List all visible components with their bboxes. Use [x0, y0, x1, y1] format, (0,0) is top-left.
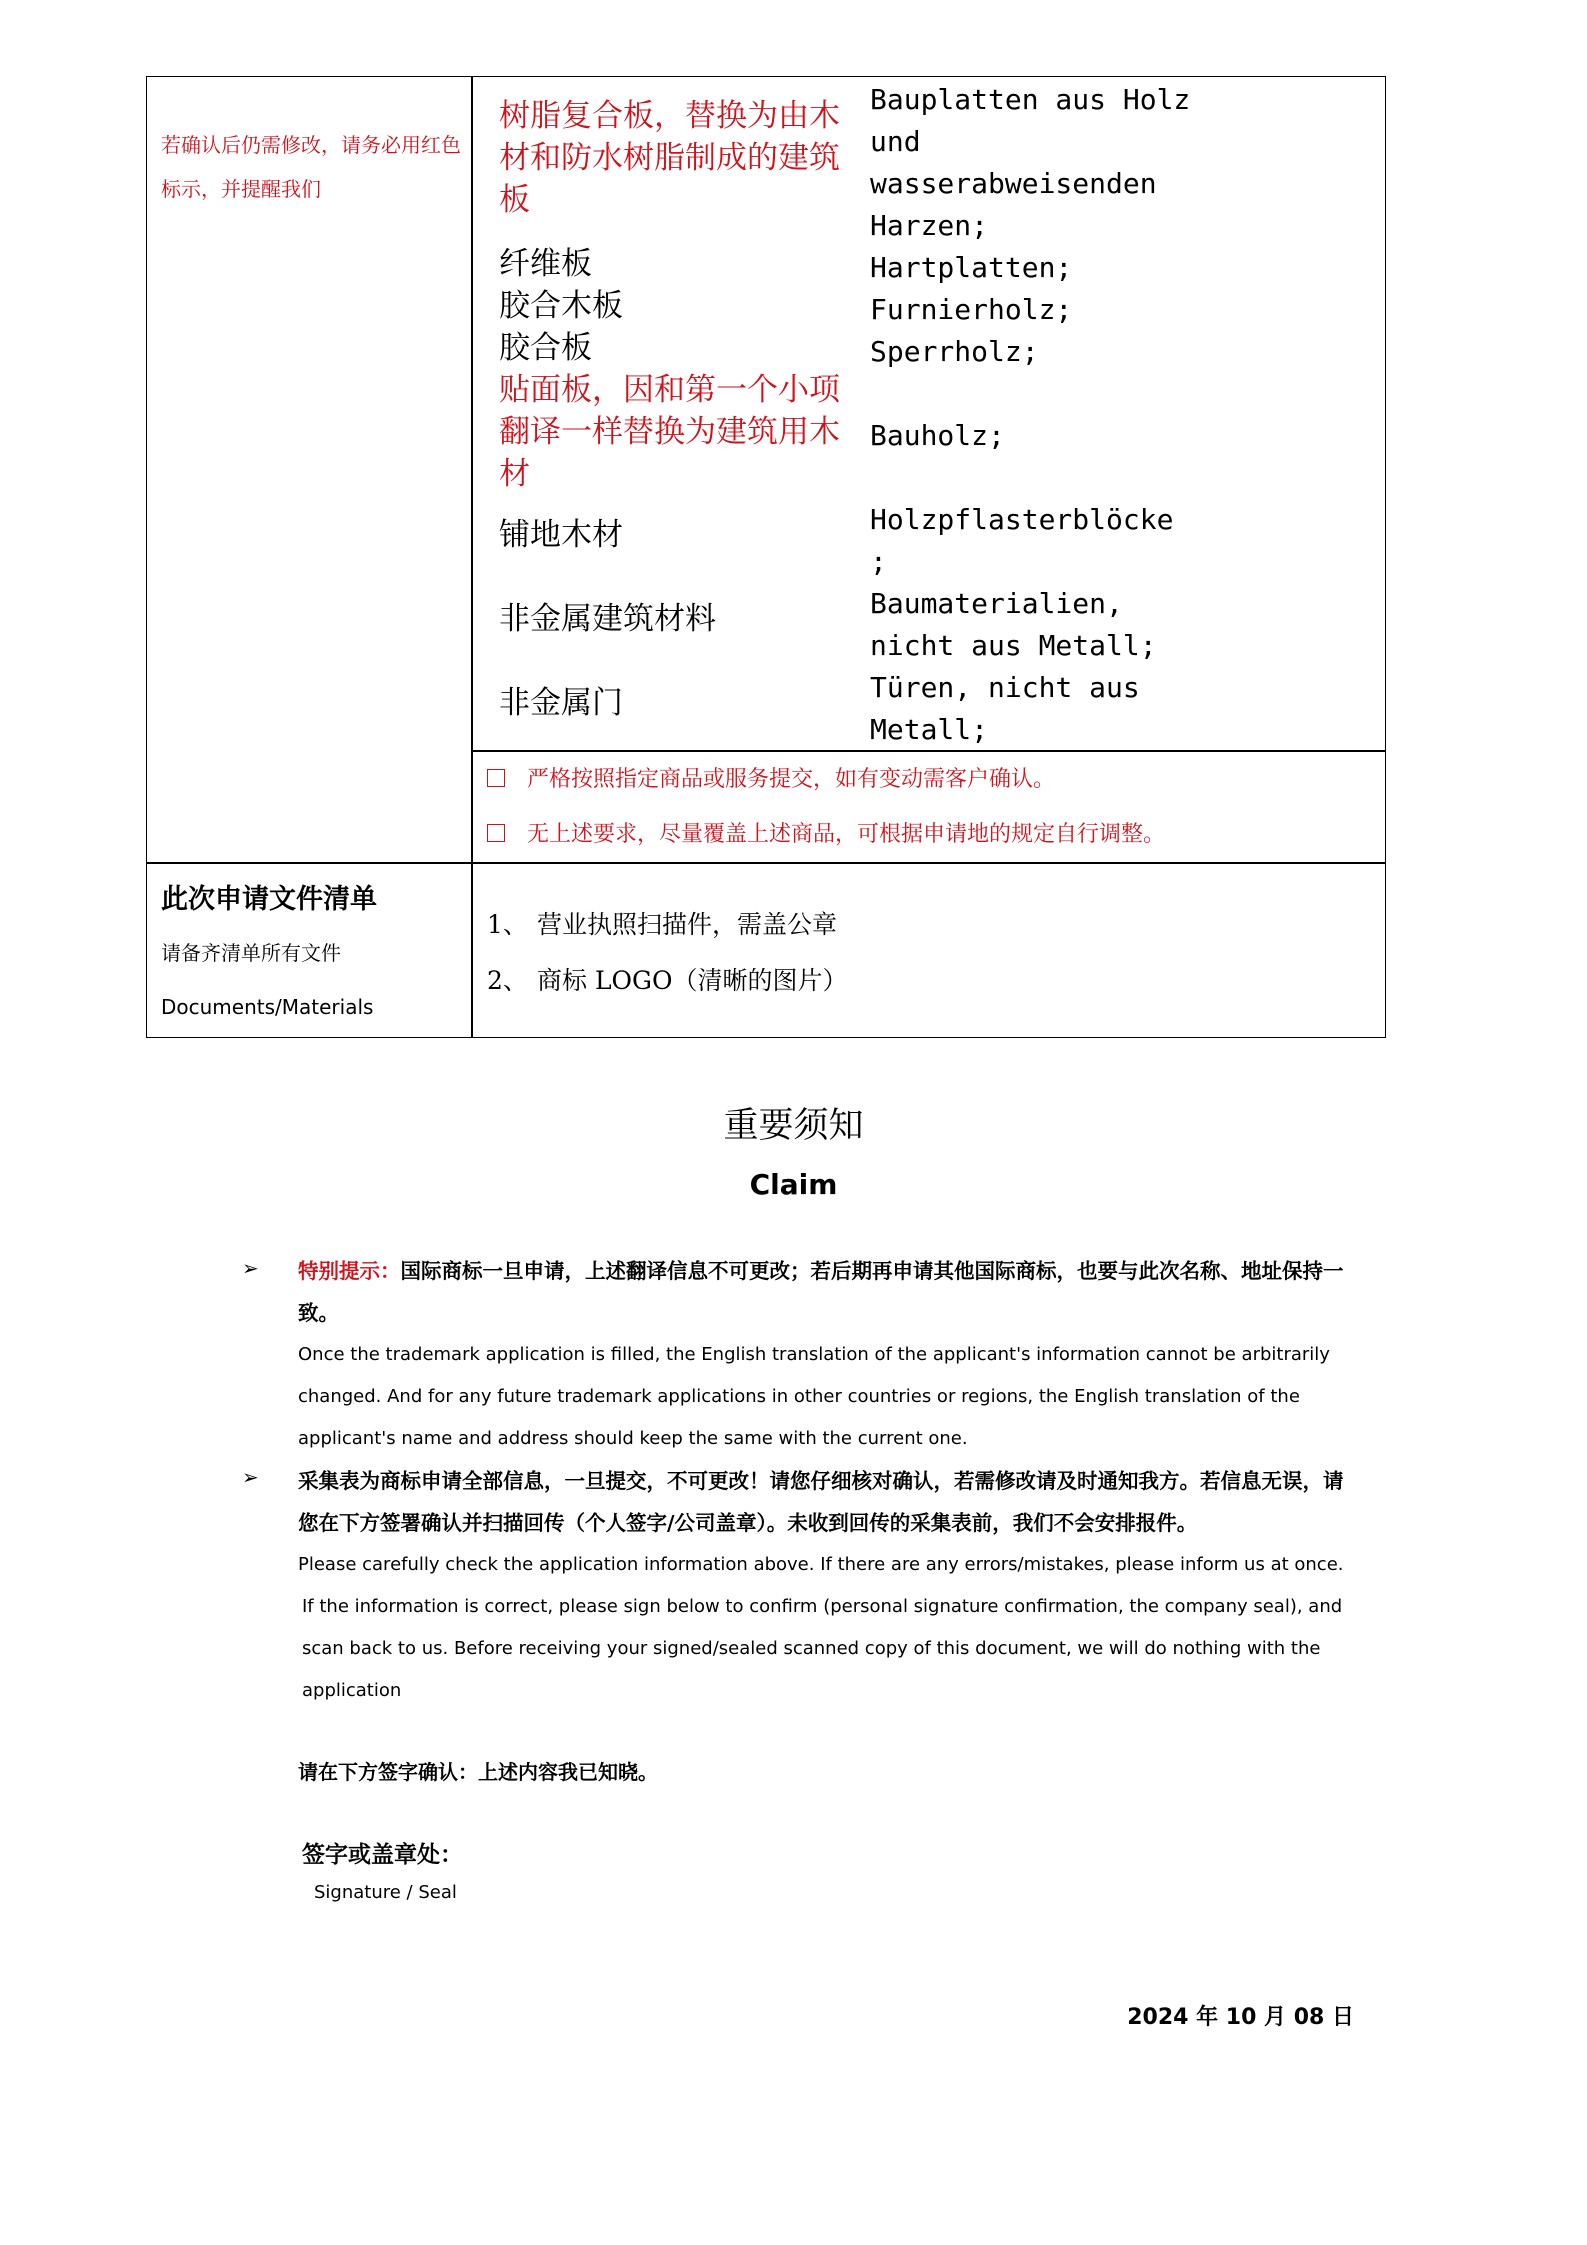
signature-label-cn: 签字或盖章处：: [302, 1841, 463, 1868]
goods-item-cn: 胶合木板: [499, 288, 623, 324]
goods-item-cn: 铺地木材: [499, 517, 623, 553]
goods-item-de: Baumaterialien, nicht aus Metall;: [870, 587, 1157, 662]
notice-1-cn: [298, 1250, 1358, 1334]
option-label: 严格按照指定商品或服务提交，如有变动需客户确认。: [527, 767, 1056, 792]
notice-2-cn: 采集表为商标申请全部信息，一旦提交，不可更改！请您仔细核对确认，若需修改请及时通知我方。若信息无误，请您在下方签署确认并扫描回传（个人签字/公司盖章）。未收到回传的采集表前，我们不会安排报件。: [298, 1469, 1344, 1535]
checkbox-icon[interactable]: [487, 769, 505, 787]
goods-item-de: Bauholz;: [870, 419, 1005, 452]
modification-note: 若确认后仍需修改，请务必用红色标示，并提醒我们: [161, 133, 461, 201]
goods-item-de: Sperrholz;: [870, 335, 1039, 368]
document-item-text: 营业执照扫描件，需盖公章: [537, 910, 838, 939]
confirm-statement: 请在下方签字确认：上述内容我已知晓。: [298, 1760, 658, 1784]
option-label: 无上述要求，尽量覆盖上述商品，可根据申请地的规定自行调整。: [527, 822, 1166, 847]
notice-1-text: 国际商标一旦申请，上述翻译信息不可更改；若后期再申请其他国际商标，也要与此次名称、地址保持一致。: [298, 1259, 1344, 1325]
goods-item-de: Türen, nicht aus Metall;: [870, 671, 1140, 746]
document-date: 2024 年 10 月 08 日: [1127, 2005, 1354, 2030]
goods-item-de: Hartplatten;: [870, 251, 1073, 284]
bullet-arrow-icon: ➢: [242, 1256, 259, 1280]
option-strict[interactable]: [487, 762, 1055, 793]
goods-item-cn: 非金属门: [499, 685, 623, 721]
notice-1-label: 特别提示：: [298, 1259, 401, 1283]
goods-item-cn: 纤维板: [499, 246, 592, 282]
goods-item-cn: 树脂复合板，替换为由木材和防水树脂制成的建筑板: [499, 98, 840, 218]
document-item-number: 1、: [487, 910, 528, 939]
documents-subtitle: 请备齐清单所有文件: [161, 941, 341, 965]
goods-item-de: Bauplatten aus Holz und wasserabweisenden Harzen;: [870, 83, 1191, 242]
documents-subtitle-en: Documents/Materials: [161, 995, 374, 1019]
notice-1-en: Once the trademark application is filled, the English translation of the applicant's information cannot be arbitrarily changed. And for any future trademark applications in other countries or regions, the English translation of the applicant's name and address should keep the same with the current one.: [298, 1344, 1330, 1449]
document-item-text: 商标 LOGO（清晰的图片）: [537, 966, 848, 995]
claim-title: 重要须知: [723, 1106, 864, 1146]
document-item: [487, 905, 837, 941]
goods-item-de: Furnierholz;: [870, 293, 1073, 326]
signature-label-en: Signature / Seal: [314, 1882, 457, 1903]
row-divider: [147, 862, 1385, 864]
goods-item-cn: 非金属建筑材料: [499, 601, 716, 637]
notice-2-en-line2: If the information is correct, please sign below to confirm (personal signature confirmation, the company seal), and scan back to us. Before receiving your signed/sealed scanned copy of this document, we will do nothing with the application: [302, 1596, 1343, 1701]
bullet-arrow-icon: ➢: [242, 1465, 259, 1489]
goods-item-cn: 胶合板: [499, 330, 592, 366]
document-item-number: 2、: [487, 966, 528, 995]
documents-title: 此次申请文件清单: [161, 884, 377, 915]
notice-2-en-line1: Please carefully check the application information above. If there are any errors/mistakes, please inform us at once.: [298, 1554, 1344, 1575]
document-item: [487, 961, 848, 997]
checkbox-icon[interactable]: [487, 824, 505, 842]
goods-table: [146, 76, 1386, 1038]
claim-title-en: Claim: [749, 1168, 838, 1201]
goods-item-cn: 贴面板，因和第一个小项翻译一样替换为建筑用木材: [499, 372, 840, 492]
goods-item-de: Holzpflasterblöcke ;: [870, 503, 1174, 578]
option-flexible[interactable]: [487, 817, 1165, 848]
column-divider: [471, 77, 473, 1037]
